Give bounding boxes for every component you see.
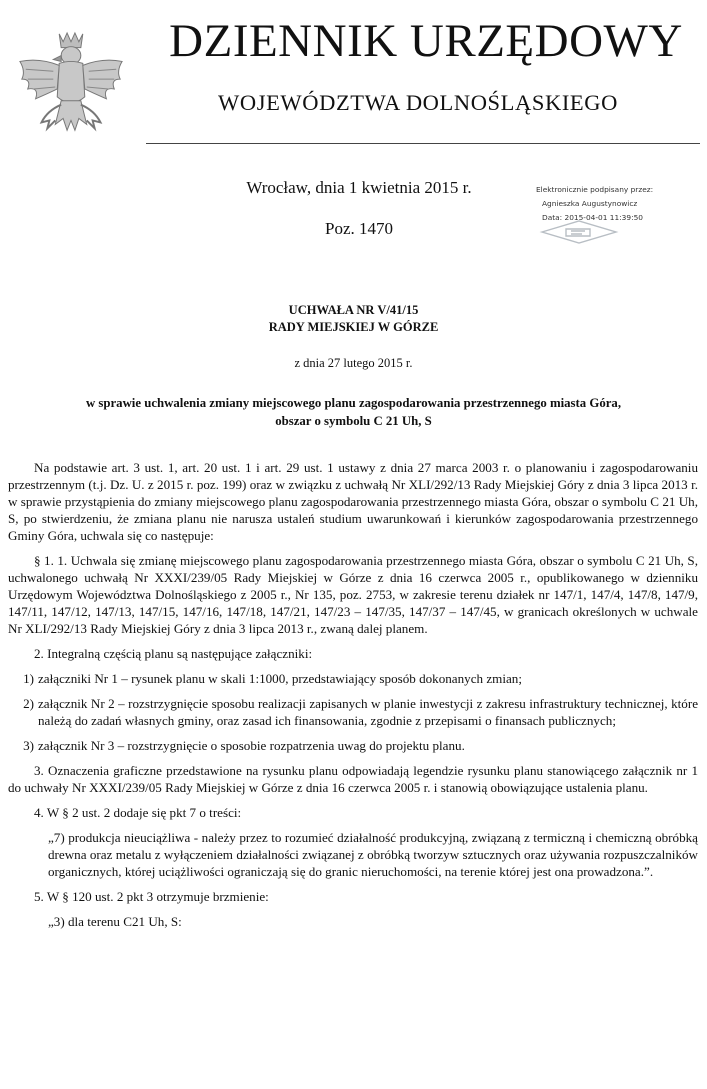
list-item (8, 670, 698, 687)
section-1-point-2: 2. Integralną częścią planu są następujące załączniki: (34, 646, 313, 661)
act-subject-line-1: w sprawie uchwalenia zmiany miejscowego planu zagospodarowania przestrzennego miasta Góra, (85, 396, 622, 410)
preamble: Na podstawie art. 3 ust. 1, art. 20 ust. 1 i art. 29 ust. 1 ustawy z dnia 27 marca 2003 r. o planowaniu i zagospodarowaniu przestrzennym (t.j. Dz. U. z 2015 r. poz. 199) oraz w związku z uchwałą Nr XLI/292/13 Rady Miejskiej Góry z dnia 3 lipca 2013 r. w sprawie przystąpienia do zmiany miejscowego planu zagospodarowania przestrzennego miasta Góra, obszar o symbolu C 21 Uh, S, po stwierdzeniu, że zmiana planu nie narusza ustaleń studium uwarunkowań i kierunków zagospodarowania przestrzennego Gminy Góra, uchwala się co następuje: (8, 460, 698, 543)
section-1-point-4: 4. W § 2 ust. 2 dodaje się pkt 7 o treści: (34, 805, 242, 820)
gazette-subtitle: WOJEWÓDZTWA DOLNOŚLĄSKIEGO (218, 90, 618, 115)
list-item-text: załącznik Nr 2 – rozstrzygnięcie sposobu realizacji zapisanych w planie inwestycji z zakresu infrastruktury technicznej, które należą do zadań własnych gminy, oraz zasad ich finansowania, zgodnie z przepisami o finansach publicznych; (38, 696, 698, 728)
list-item-text: załączniki Nr 1 – rysunek planu w skali 1:1000, przedstawiający sposób dokonanych zmian; (38, 671, 522, 686)
position-number: Poz. 1470 (325, 219, 393, 238)
act-title (40, 302, 667, 336)
act-subject-line-2: obszar o symbolu C 21 Uh, S (275, 414, 432, 428)
quoted-definition: „7) produkcja nieuciążliwa - należy przez to rozumieć działalność produkcyjną, związaną z termiczną i chemiczną obróbką drewna oraz metalu z wyłączeniem działalności związanej z obróbką tworzyw sztucznych oraz używania rozpuszczalników organicznych, której uciążliwości ograniczają się do granic nieruchomości, na terenie której jest ona prowadzona.”. (48, 830, 698, 879)
signature-date: Data: 2015-04-01 11:39:50 (542, 213, 643, 222)
gazette-title: DZIENNIK URZĘDOWY (169, 15, 683, 67)
section-1-point-3: 3. Oznaczenia graficzne przedstawione na rysunku planu odpowiadają legendzie rysunku planu stanowiącego załącznik nr 1 do uchwały Nr XXXI/239/05 Rady Miejskiej w Górze z dnia 16 czerwca 2005 r. i stanowią obowiązujące ustalenia planu. (8, 763, 698, 795)
list-item-text: załącznik Nr 3 – rozstrzygnięcie o sposobie rozpatrzenia uwag do projektu planu. (38, 738, 465, 753)
signature-stamp-icon (538, 219, 620, 245)
act-subject (20, 394, 687, 430)
section-1-point-1 (8, 552, 698, 637)
document-body (8, 459, 698, 930)
signature-line-1: Elektronicznie podpisany przez: (536, 185, 654, 194)
section-1-text: Uchwala się zmianę miejscowego planu zagospodarowania przestrzennego miasta Góra, obszar o symbolu C 21 Uh, S, uchwalonego uchwałą Nr XXXI/239/05 Rady Miejskiej w Górze z dnia 16 czerwca 2005 r., opublikowanego w dzienniku Urzędowym Województwa Dolnośląskiego z 2005 r., Nr 135, poz. 2753, w zakresie terenu działek nr 147/1, 147/4, 147/8, 147/9, 147/11, 147/12, 147/13, 147/15, 147/16, 147/18, 147/21, 147/23 – 147/35, 147/37 – 147/45, w granicach określonych w uchwale Nr XLI/292/13 Rady Miejskiej Góry z dnia 3 lipca 2013 r., zwaną dalej planem. (8, 553, 698, 636)
act-title-council: RADY MIEJSKIEJ W GÓRZE (268, 320, 439, 334)
publication-dateline: Wrocław, dnia 1 kwietnia 2015 r. (246, 178, 472, 197)
list-item-number: 1) (23, 671, 34, 686)
list-item (8, 695, 698, 729)
list-item-number: 2) (23, 696, 34, 711)
list-item-number: 3) (23, 738, 34, 753)
eagle-emblem-icon (12, 28, 130, 146)
quoted-provision: „3) dla terenu C21 Uh, S: (48, 914, 182, 929)
header-divider (146, 143, 700, 144)
act-date: z dnia 27 lutego 2015 r. (294, 356, 413, 370)
signature-signer: Agnieszka Augustynowicz (542, 199, 638, 208)
section-1-point-5: 5. W § 120 ust. 2 pkt 3 otrzymuje brzmienie: (34, 889, 269, 904)
section-1-mark: § 1. 1. (34, 553, 68, 568)
list-item (8, 737, 698, 754)
act-title-number: UCHWAŁA NR V/41/15 (288, 303, 419, 317)
